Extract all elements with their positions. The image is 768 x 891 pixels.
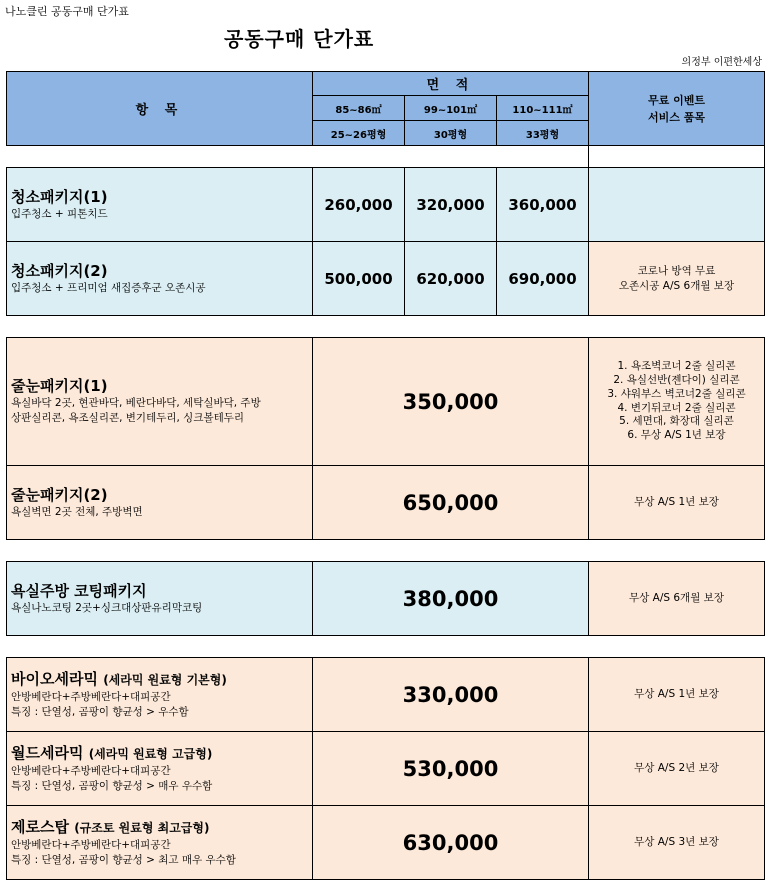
service-item: 1. 욕조벽코너 2줄 실리콘 — [617, 360, 736, 373]
region-label: 의정부 이편한세상 — [681, 57, 762, 68]
package-name — [7, 818, 312, 838]
header-size-pyeong: 33평형 — [497, 121, 589, 146]
service-item: 6. 무상 A/S 1년 보장 — [627, 428, 726, 441]
grout-table — [6, 337, 765, 540]
table-row — [7, 466, 765, 540]
package-cell — [7, 806, 313, 880]
service-cell: 코로나 방역 무료 오존시공 A/S 6개월 보장 — [589, 242, 765, 316]
price-cell: 690,000 — [497, 242, 589, 316]
spacer-cell — [589, 146, 765, 168]
table-row — [7, 562, 765, 636]
package-cell — [7, 658, 313, 732]
package-name — [7, 670, 312, 690]
package-cell — [7, 562, 313, 636]
package-name-main: 제로스탑 — [11, 817, 69, 836]
ceramic-table — [6, 657, 765, 880]
header-size-sqm: 99~101㎡ — [405, 96, 497, 121]
header-area: 면 적 — [313, 72, 589, 96]
package-name-main: 바이오세라믹 — [11, 669, 98, 688]
package-desc: 욕실나노코팅 2곳+싱크대상판유리막코팅 — [11, 601, 203, 614]
package-desc: 안방베란다+주방베란다+대피공간 — [11, 764, 171, 777]
package-cell — [7, 242, 313, 316]
package-feature: 특징 : 단열성, 곰팡이 향균성 > 최고 매우 우수함 — [11, 853, 236, 866]
header-size-sqm: 85~86㎡ — [313, 96, 405, 121]
header-size-pyeong: 30평형 — [405, 121, 497, 146]
header-size-sqm: 110~111㎡ — [497, 96, 589, 121]
package-name-main: 월드세라믹 — [11, 743, 84, 762]
price-cell: 320,000 — [405, 168, 497, 242]
price-cell: 380,000 — [313, 562, 589, 636]
spacer-cell — [313, 146, 589, 168]
package-cell — [7, 732, 313, 806]
cleaning-table — [6, 71, 765, 316]
service-cell — [589, 168, 765, 242]
package-name: 줄눈패키지(1) — [11, 377, 108, 395]
service-item: 3. 샤워부스 벽코너2줄 실리콘 — [607, 387, 746, 400]
package-desc: 욕실벽면 2곳 전체, 주방벽면 — [11, 505, 143, 518]
price-cell: 350,000 — [313, 338, 589, 466]
header-item: 항 목 — [7, 72, 313, 146]
package-desc: 입주청소 + 피톤치드 — [11, 207, 108, 220]
package-name: 욕실주방 코팅패키지 — [11, 581, 147, 600]
header-size-pyeong: 25~26평형 — [313, 121, 405, 146]
price-cell: 620,000 — [405, 242, 497, 316]
table-row — [7, 168, 765, 242]
package-cell — [7, 168, 313, 242]
price-cell: 630,000 — [313, 806, 589, 880]
package-name: 줄눈패키지(2) — [11, 485, 108, 504]
service-cell: 무상 A/S 6개월 보장 — [589, 562, 765, 636]
page-title: 공동구매 단가표 — [224, 27, 375, 51]
table-row — [7, 732, 765, 806]
package-cell — [7, 338, 313, 466]
package-cell — [7, 466, 313, 540]
service-cell: 무상 A/S 2년 보장 — [589, 732, 765, 806]
package-name — [7, 744, 312, 764]
service-item: 5. 세면대, 화장대 실리콘 — [619, 415, 734, 428]
table-row — [7, 806, 765, 880]
package-name: 청소패키지(1) — [11, 187, 108, 206]
service-cell: 무상 A/S 1년 보장 — [589, 466, 765, 540]
table-row — [7, 242, 765, 316]
price-cell: 260,000 — [313, 168, 405, 242]
package-grade: (규조토 원료형 최고급형) — [74, 820, 210, 835]
header-service: 무료 이벤트 서비스 품목 — [589, 72, 765, 146]
price-cell: 650,000 — [313, 466, 589, 540]
price-cell: 360,000 — [497, 168, 589, 242]
package-grade: (세라믹 원료형 기본형) — [103, 672, 227, 687]
service-cell: 무상 A/S 1년 보장 — [589, 658, 765, 732]
table-row — [7, 338, 765, 466]
top-caption: 나노클린 공동구매 단가표 — [5, 5, 129, 18]
price-cell: 330,000 — [313, 658, 589, 732]
package-desc: 안방베란다+주방베란다+대피공간 — [11, 838, 171, 851]
package-desc: 안방베란다+주방베란다+대피공간 — [11, 690, 171, 703]
spacer-cell — [7, 146, 313, 168]
service-cell: 무상 A/S 3년 보장 — [589, 806, 765, 880]
package-grade: (세라믹 원료형 고급형) — [88, 746, 213, 761]
service-item: 4. 변기뒤코너 2줄 실리콘 — [617, 401, 736, 414]
service-item: 2. 욕실선반(젠다이) 실리콘 — [613, 374, 740, 387]
service-cell — [589, 338, 765, 466]
price-cell: 500,000 — [313, 242, 405, 316]
package-name: 청소패키지(2) — [11, 261, 108, 280]
package-desc: 욕실바닥 2곳, 현관바닥, 베란다바닥, 세탁실바닥, 주방 상판실리콘, 욕조실리콘, 변기테두리, 싱크볼테두리 — [11, 397, 261, 424]
price-cell: 530,000 — [313, 732, 589, 806]
package-feature: 특징 : 단열성, 곰팡이 향균성 > 우수함 — [11, 705, 189, 718]
package-feature: 특징 : 단열성, 곰팡이 향균성 > 매우 우수함 — [11, 779, 213, 792]
table-row — [7, 658, 765, 732]
package-desc: 입주청소 + 프리미엄 새집증후군 오존시공 — [11, 281, 206, 294]
coating-table — [6, 561, 765, 636]
